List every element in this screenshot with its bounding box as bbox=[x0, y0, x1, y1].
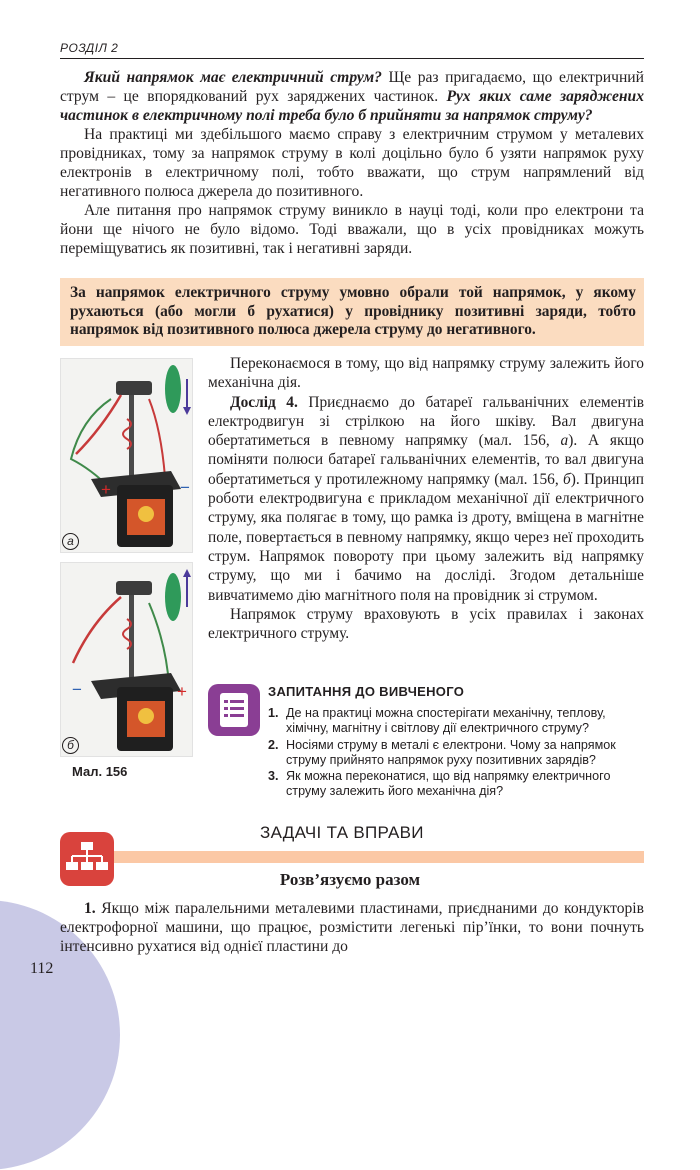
question-phrase-1: Який напрямок має електричний струм? bbox=[84, 69, 382, 86]
experiment-paragraph-3: Напрямок струму враховують в усіх правилах і законах електричного струму. bbox=[208, 605, 644, 643]
question-number: 1. bbox=[268, 706, 279, 720]
plus-sign-a: + bbox=[101, 480, 111, 499]
ref-a: а bbox=[560, 432, 569, 450]
experiment-text-2: ). А якщо поміняти полюси батареї гальванічних елементів, то вал двигуна обертатиметься у протилежному напрямку (мал. 156, bbox=[208, 432, 644, 488]
questions-title: ЗАПИТАННЯ ДО ВИВЧЕНОГО bbox=[268, 684, 465, 699]
experiment-label: Дослід 4. bbox=[230, 393, 298, 411]
intro-paragraph-2: На практиці ми здебільшого маємо справу з електричним струмом у металевих провідниках, тому за напрямок струму в колі доцільно було б узяти напрямок руху електронів в електричному полі, тобто вважати, що струм напрямлений від негативного полюса джерела до позитивного. bbox=[60, 126, 644, 200]
experiment-text bbox=[208, 354, 644, 643]
list-item bbox=[268, 769, 648, 800]
running-head: РОЗДІЛ 2 bbox=[60, 41, 119, 55]
figure-caption: Мал. 156 bbox=[72, 764, 128, 779]
intro-paragraph-1 bbox=[60, 68, 644, 125]
experiment-paragraph-2 bbox=[208, 393, 644, 605]
task-body: Якщо між паралельними металевими пластинами, приєднаними до кондукторів електрофорної машини, що працює, розмістити легенькі пір’їнки, то вони почнуть інтенсивно рухатися від однієї пластини до bbox=[60, 900, 644, 955]
questions-list bbox=[268, 706, 648, 801]
motor-photo-b bbox=[61, 563, 192, 756]
question-number: 2. bbox=[268, 737, 279, 752]
experiment-text-3: ). Принцип роботи електродвигуна є прикладом механічної дії електричного струму, яка полягає в тому, що рамка із дроту, вміщена в магнітне поле, повертається в певному напрямку, якщо через неї проходить струм. Напрямок повороту при цьому залежить від напрямку струму, що ми і бачимо на досліді. Згодом детальніше вивчатимемо дію магнітного поля на провідник зі струмом. bbox=[208, 470, 645, 604]
tasks-header-bar bbox=[112, 851, 644, 863]
intro-paragraph-3: Але питання про напрямок струму виникло в науці тоді, коли про електрони та йони ще нічого не було відомо. Тоді вважали, що в усіх провідниках можуть переміщуватись як позитивні, так і негативні заряди. bbox=[60, 202, 644, 257]
definition-box: За напрямок електричного струму умовно обрали той напрямок, у якому рухаються (або могли б рухатися) у провіднику позитивні заряди, тобто напрямок від позитивного полюса джерела струму до негативного. bbox=[60, 278, 644, 346]
figure-156-a bbox=[60, 358, 193, 553]
question-text: Де на практиці можна спостерігати механічну, теплову, хімічну, магнітну і світлову дії електричного струму? bbox=[286, 706, 606, 736]
minus-sign-a: − bbox=[180, 478, 190, 497]
ref-b: б bbox=[563, 470, 571, 488]
figure-label-a: а bbox=[62, 533, 79, 550]
list-item bbox=[268, 738, 648, 769]
questions-list-icon bbox=[208, 684, 260, 736]
list-item bbox=[268, 706, 648, 737]
page-number: 112 bbox=[30, 960, 54, 977]
solve-together-heading: Розв’язуємо разом bbox=[279, 870, 421, 889]
experiment-text-1: Приєднаємо до батареї гальванічних елементів електродвигун зі стрілкою на його шківу. Вал двигуна обертатиметься в певному напрямку (мал. 156, bbox=[208, 393, 644, 450]
minus-sign-b: − bbox=[72, 680, 82, 699]
question-number: 3. bbox=[268, 769, 279, 784]
tasks-title: ЗАДАЧІ ТА ВПРАВИ bbox=[260, 823, 424, 842]
plus-sign-b: + bbox=[177, 682, 187, 701]
intro-text-span: Ще раз пригадаємо, що електричний струм – це впорядкований рух заряджених частинок. bbox=[60, 69, 644, 105]
task-text bbox=[60, 899, 644, 956]
figure-156-b bbox=[60, 562, 193, 757]
question-text: Як можна переконатися, що від напрямку електричного струму залежить його механічна дія? bbox=[286, 769, 611, 799]
question-phrase-2: Рух яких саме заряджених частинок в електричному полі треба було б прийняти за напрямок струму? bbox=[60, 88, 644, 124]
task-number: 1. bbox=[84, 900, 96, 917]
experiment-paragraph-1: Переконаємося в тому, що від напрямку струму залежить його механічна дія. bbox=[208, 355, 644, 392]
figure-label-b: б bbox=[62, 737, 79, 754]
task-paragraph-1 bbox=[60, 899, 644, 956]
header-rule bbox=[60, 58, 644, 59]
motor-photo-a bbox=[61, 359, 192, 552]
question-text: Носіями струму в металі є електрони. Чому за напрямок струму прийнято напрямок руху позитивних зарядів? bbox=[286, 737, 616, 767]
intro-text bbox=[60, 68, 644, 258]
